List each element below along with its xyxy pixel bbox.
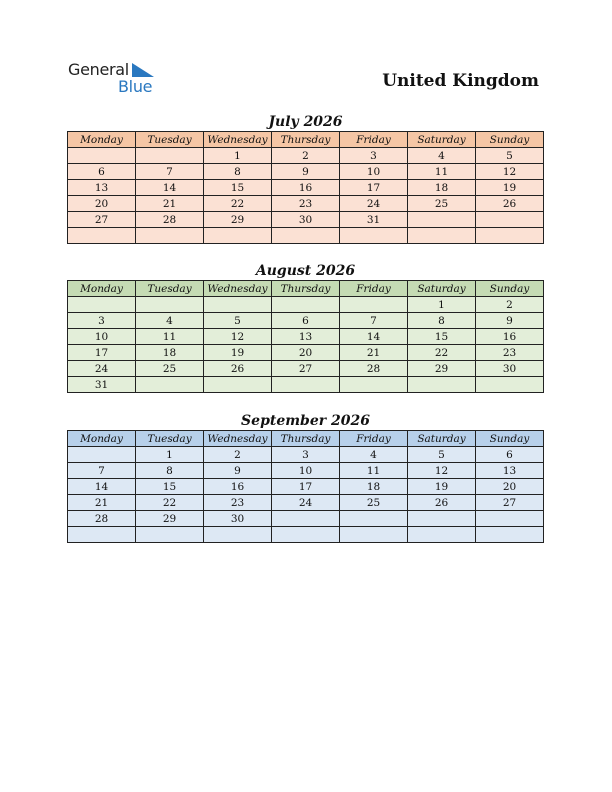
day-cell: 13: [272, 329, 340, 345]
week-row: [68, 196, 544, 212]
weekday-header: Wednesday: [204, 281, 272, 297]
day-cell: 29: [136, 511, 204, 527]
day-cell: 13: [476, 463, 544, 479]
day-cell: [204, 527, 272, 543]
day-cell: 16: [476, 329, 544, 345]
weekday-header: Friday: [340, 281, 408, 297]
day-cell: 5: [408, 447, 476, 463]
day-cell: 17: [68, 345, 136, 361]
day-cell: 15: [204, 180, 272, 196]
day-cell: 23: [476, 345, 544, 361]
month-title: August 2026: [255, 263, 356, 279]
day-cell: 8: [408, 313, 476, 329]
day-cell: 11: [340, 463, 408, 479]
day-cell: 2: [476, 297, 544, 313]
week-row: [68, 148, 544, 164]
day-cell: 6: [68, 164, 136, 180]
weekday-header: Wednesday: [204, 431, 272, 447]
logo-text-general: General: [68, 60, 129, 79]
weekday-header: Sunday: [476, 281, 544, 297]
month-title: September 2026: [241, 413, 370, 429]
day-cell: 30: [204, 511, 272, 527]
week-row: [68, 495, 544, 511]
day-cell: 1: [408, 297, 476, 313]
day-cell: [408, 212, 476, 228]
week-row: [68, 212, 544, 228]
weekday-header: Thursday: [272, 132, 340, 148]
weekday-header: Saturday: [408, 132, 476, 148]
day-cell: 22: [408, 345, 476, 361]
day-cell: [408, 228, 476, 244]
day-cell: [68, 527, 136, 543]
weekday-header-row: [68, 281, 544, 297]
day-cell: 29: [408, 361, 476, 377]
day-cell: 28: [340, 361, 408, 377]
day-cell: 28: [68, 511, 136, 527]
day-cell: 12: [476, 164, 544, 180]
weekday-header: Sunday: [476, 132, 544, 148]
day-cell: 19: [476, 180, 544, 196]
day-cell: [408, 527, 476, 543]
day-cell: 31: [340, 212, 408, 228]
day-cell: 1: [136, 447, 204, 463]
day-cell: 25: [408, 196, 476, 212]
day-cell: 25: [136, 361, 204, 377]
day-cell: [476, 377, 544, 393]
day-cell: [476, 527, 544, 543]
day-cell: 21: [340, 345, 408, 361]
day-cell: 10: [68, 329, 136, 345]
day-cell: [272, 228, 340, 244]
weekday-header: Saturday: [408, 431, 476, 447]
day-cell: 6: [272, 313, 340, 329]
week-row: [68, 345, 544, 361]
day-cell: [272, 297, 340, 313]
day-cell: 13: [68, 180, 136, 196]
day-cell: 26: [476, 196, 544, 212]
day-cell: 21: [68, 495, 136, 511]
day-cell: 20: [476, 479, 544, 495]
day-cell: 28: [136, 212, 204, 228]
day-cell: 6: [476, 447, 544, 463]
day-cell: 5: [204, 313, 272, 329]
week-row: [68, 479, 544, 495]
month-calendar-september: [67, 412, 544, 543]
day-cell: 12: [204, 329, 272, 345]
day-cell: 18: [340, 479, 408, 495]
day-cell: 24: [272, 495, 340, 511]
day-cell: 2: [204, 447, 272, 463]
weekday-header: Thursday: [272, 281, 340, 297]
day-cell: [340, 511, 408, 527]
day-cell: [204, 228, 272, 244]
day-cell: 18: [408, 180, 476, 196]
day-cell: 22: [204, 196, 272, 212]
day-cell: 20: [272, 345, 340, 361]
day-cell: [340, 527, 408, 543]
day-cell: 21: [136, 196, 204, 212]
week-row: [68, 361, 544, 377]
day-cell: 16: [272, 180, 340, 196]
weekday-header: Thursday: [272, 431, 340, 447]
day-cell: 18: [136, 345, 204, 361]
day-cell: [136, 228, 204, 244]
day-cell: 25: [340, 495, 408, 511]
week-row: [68, 329, 544, 345]
day-cell: 8: [204, 164, 272, 180]
logo-flag-icon: [132, 63, 154, 77]
weekday-header: Wednesday: [204, 132, 272, 148]
month-title: July 2026: [268, 114, 343, 130]
calendar-table: [67, 430, 544, 543]
week-row: [68, 180, 544, 196]
day-cell: [408, 377, 476, 393]
day-cell: [68, 447, 136, 463]
day-cell: 15: [136, 479, 204, 495]
day-cell: [476, 228, 544, 244]
weekday-header: Friday: [340, 132, 408, 148]
calendar-table: [67, 280, 544, 393]
day-cell: 14: [340, 329, 408, 345]
day-cell: [476, 212, 544, 228]
day-cell: 14: [136, 180, 204, 196]
day-cell: 7: [136, 164, 204, 180]
week-row: [68, 377, 544, 393]
day-cell: 16: [204, 479, 272, 495]
day-cell: [136, 148, 204, 164]
day-cell: 9: [272, 164, 340, 180]
weekday-header: Monday: [68, 281, 136, 297]
weekday-header: Tuesday: [136, 431, 204, 447]
weekday-header: Saturday: [408, 281, 476, 297]
day-cell: 15: [408, 329, 476, 345]
calendar-table: [67, 131, 544, 244]
day-cell: [476, 511, 544, 527]
day-cell: 7: [68, 463, 136, 479]
day-cell: 4: [136, 313, 204, 329]
day-cell: 4: [408, 148, 476, 164]
week-row: [68, 463, 544, 479]
day-cell: 31: [68, 377, 136, 393]
week-row: [68, 511, 544, 527]
day-cell: 30: [272, 212, 340, 228]
day-cell: 19: [204, 345, 272, 361]
day-cell: 4: [340, 447, 408, 463]
weekday-header: Friday: [340, 431, 408, 447]
weekday-header: Tuesday: [136, 132, 204, 148]
day-cell: 3: [340, 148, 408, 164]
day-cell: 11: [136, 329, 204, 345]
day-cell: [68, 228, 136, 244]
month-calendar-august: [67, 262, 544, 393]
day-cell: 3: [272, 447, 340, 463]
day-cell: [408, 511, 476, 527]
day-cell: [340, 377, 408, 393]
day-cell: 9: [476, 313, 544, 329]
day-cell: 7: [340, 313, 408, 329]
day-cell: [136, 527, 204, 543]
day-cell: [340, 228, 408, 244]
day-cell: 9: [204, 463, 272, 479]
day-cell: [204, 297, 272, 313]
weekday-header: Monday: [68, 132, 136, 148]
day-cell: [68, 297, 136, 313]
weekday-header-row: [68, 431, 544, 447]
day-cell: 27: [272, 361, 340, 377]
day-cell: [340, 297, 408, 313]
day-cell: 22: [136, 495, 204, 511]
day-cell: 17: [340, 180, 408, 196]
weekday-header: Monday: [68, 431, 136, 447]
day-cell: [272, 527, 340, 543]
day-cell: [272, 377, 340, 393]
day-cell: 20: [68, 196, 136, 212]
day-cell: [136, 297, 204, 313]
day-cell: 23: [272, 196, 340, 212]
day-cell: 1: [204, 148, 272, 164]
week-row: [68, 527, 544, 543]
day-cell: 26: [204, 361, 272, 377]
week-row: [68, 447, 544, 463]
day-cell: 14: [68, 479, 136, 495]
day-cell: 19: [408, 479, 476, 495]
week-row: [68, 228, 544, 244]
day-cell: 27: [476, 495, 544, 511]
day-cell: 24: [68, 361, 136, 377]
day-cell: 5: [476, 148, 544, 164]
country-title: United Kingdom: [382, 71, 539, 91]
day-cell: 12: [408, 463, 476, 479]
day-cell: 27: [68, 212, 136, 228]
day-cell: 24: [340, 196, 408, 212]
weekday-header: Sunday: [476, 431, 544, 447]
weekday-header: Tuesday: [136, 281, 204, 297]
day-cell: 10: [340, 164, 408, 180]
week-row: [68, 164, 544, 180]
day-cell: [272, 511, 340, 527]
day-cell: 2: [272, 148, 340, 164]
day-cell: 3: [68, 313, 136, 329]
day-cell: 11: [408, 164, 476, 180]
day-cell: 26: [408, 495, 476, 511]
day-cell: 30: [476, 361, 544, 377]
day-cell: 29: [204, 212, 272, 228]
day-cell: 17: [272, 479, 340, 495]
day-cell: [136, 377, 204, 393]
weekday-header-row: [68, 132, 544, 148]
logo-text-blue: Blue: [118, 77, 153, 96]
day-cell: 10: [272, 463, 340, 479]
day-cell: 8: [136, 463, 204, 479]
day-cell: [68, 148, 136, 164]
day-cell: [204, 377, 272, 393]
generalblue-logo: [68, 60, 168, 100]
week-row: [68, 313, 544, 329]
month-calendar-july: [67, 113, 544, 244]
week-row: [68, 297, 544, 313]
day-cell: 23: [204, 495, 272, 511]
